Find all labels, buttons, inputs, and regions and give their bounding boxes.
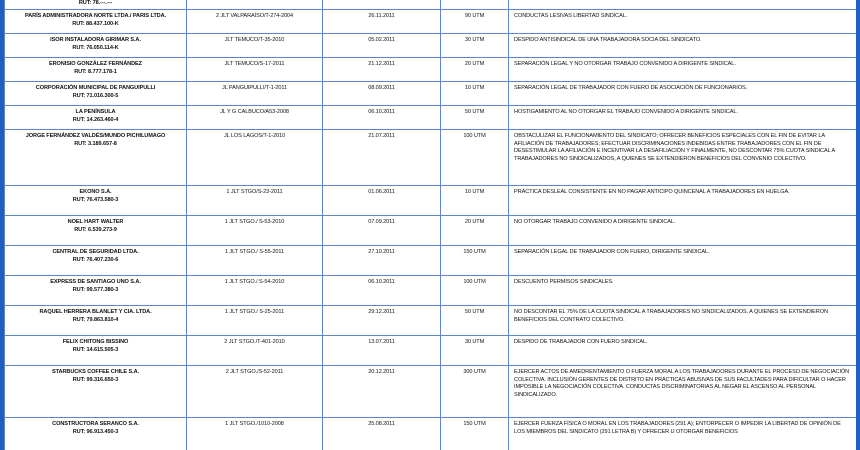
- employer-cell: [5, 336, 187, 366]
- case-number-cell: 2 JLT VALPARAÍSO/T-274-2004: [187, 10, 323, 34]
- fine-amount-cell: 150 UTM: [441, 246, 509, 276]
- infraction-cause-cell: OBSTACULIZAR EL FUNCIONAMIENTO DEL SINDICATO; OFRECER BENEFICIOS ESPECIALES CON EL FIN DE EVITAR LA AFILIACIÓN DE TRABAJADORES; EFECTUAR DISCRIMINACIONES INDEBIDAS ENTRE TRABAJADORES CON EL FIN DE DESESTIMULAR LA AFILIACIÓN E INCENTIVAR LA DESAFILIACIÓN Y FINALMENTE, NO DESCONTAR 75% CUOTA SINDICAL A TRABAJADORES NO SINDICALIZADOS, A QUIENES SE EXTENDIERON BENEFICIOS DEL CONVENIO COLECTIVO.: [509, 130, 857, 186]
- ruling-date-cell: 13.07.2011: [323, 336, 441, 366]
- fine-amount-cell: 30 UTM: [441, 34, 509, 58]
- infraction-cause-cell: [509, 0, 857, 10]
- employer-rut: RUT: 76.473.580-3: [72, 196, 119, 203]
- employer-cell: [5, 106, 187, 130]
- ruling-date-cell: [323, 0, 441, 10]
- infraction-cause-cell: SEPARACIÓN LEGAL DE TRABAJADOR CON FUERO, DIRIGENTE SINDICAL.: [509, 246, 857, 276]
- employer-rut: RUT: 78.---.---: [78, 0, 113, 6]
- employer-cell: [5, 10, 187, 34]
- fine-amount-cell: 100 UTM: [441, 276, 509, 306]
- employer-name: CORPORACIÓN MUNICIPAL DE PANGUIPULLI: [35, 85, 156, 92]
- ruling-date-cell: 06.10.2011: [323, 276, 441, 306]
- infraction-cause-cell: CONDUCTAS LESIVAS LIBERTAD SINDICAL.: [509, 10, 857, 34]
- employer-name: JORGE FERNÁNDEZ VALDÉS/MUNDO PICHILUMAGO: [25, 133, 166, 140]
- infraction-cause-cell: DESPIDO DE TRABAJADOR CON FUERO SINDICAL.: [509, 336, 857, 366]
- document-page: [3, 0, 857, 450]
- table-row: [5, 336, 857, 366]
- table-row: [5, 34, 857, 58]
- employer-rut: RUT: 79.863.810-4: [72, 316, 119, 323]
- infraction-cause-cell: SEPARACIÓN LEGAL Y NO OTORGAR TRABAJO CONVENIDO A DIRIGENTE SINDICAL.: [509, 58, 857, 82]
- table-row: [5, 246, 857, 276]
- ruling-date-cell: 20.12.2011: [323, 366, 441, 418]
- ruling-date-cell: 05.02.2011: [323, 34, 441, 58]
- employer-cell: [5, 130, 187, 186]
- ruling-date-cell: 26.11.2011: [323, 10, 441, 34]
- ruling-date-cell: 01.06.2011: [323, 186, 441, 216]
- employer-name: ISOR INSTALADORA GIRIMAR S.A.: [50, 37, 141, 44]
- ruling-date-cell: 21.12.2011: [323, 58, 441, 82]
- employer-name: NOEL HART WALTER: [67, 219, 124, 226]
- employer-name: EXPRESS DE SANTIAGO UNO S.A.: [50, 279, 141, 286]
- employer-rut: RUT: 96.913.450-3: [72, 428, 119, 435]
- employer-rut: RUT: 99.577.380-3: [72, 286, 119, 293]
- ruling-date-cell: 07.09.2011: [323, 216, 441, 246]
- table-row: [5, 418, 857, 450]
- table-row: [5, 276, 857, 306]
- employer-cell: [5, 366, 187, 418]
- employer-name: CONSTRUCTORA SERANCO S.A.: [52, 421, 139, 428]
- infraction-cause-cell: NO OTORGAR TRABAJO CONVENIDO A DIRIGENTE SINDICAL.: [509, 216, 857, 246]
- infraction-cause-cell: NO DESCONTAR EL 75% DE LA CUOTA SINDICAL A TRABAJADORES NO SINDICALIZADOS, A QUIENES SE EXTENDIERON BENEFICIOS DEL CONTRATO COLECTIVO.: [509, 306, 857, 336]
- fine-amount-cell: 10 UTM: [441, 186, 509, 216]
- sanctions-table: [4, 0, 857, 450]
- fine-amount-cell: 100 UTM: [441, 130, 509, 186]
- case-number-cell: 1 JLT STGO./1010-2008: [187, 418, 323, 450]
- ruling-date-cell: 06.10.2011: [323, 106, 441, 130]
- employer-cell: [5, 246, 187, 276]
- fine-amount-cell: 20 UTM: [441, 216, 509, 246]
- employer-cell: [5, 0, 187, 10]
- fine-amount-cell: [441, 0, 509, 10]
- sanctions-table-body: [5, 0, 857, 450]
- employer-cell: [5, 34, 187, 58]
- employer-rut: RUT: 76.050.114-K: [72, 44, 119, 51]
- case-number-cell: JL PANGUIPULLI/T-1-2011: [187, 82, 323, 106]
- case-number-cell: JL LOS LAGOS/T-1-2010: [187, 130, 323, 186]
- infraction-cause-cell: DESPIDO ANTISINDICAL DE UNA TRABAJADORA SOCIA DEL SINDICATO.: [509, 34, 857, 58]
- table-row: [5, 216, 857, 246]
- infraction-cause-cell: EJERCER ACTOS DE AMEDRENTAMIENTO O FUERZA MORAL A LOS TRABAJADORES DURANTE EL PROCESO DE NEGOCIACIÓN COLECTIVA. INCLUSIÓN GERENTES DE DISTRITO EN PRÁCTICAS ABUSIVAS DE SUS FACULTADES PARA DIFICULTAR O HACER IMPOSIBLE LA NEGOCIACIÓN COLECTIVA. CONDUCTAS DISCRIMINATORIAS AL NEGAR EL ASCENSO AL PERSONAL SINDICALIZADO.: [509, 366, 857, 418]
- employer-name: LA PENÍNSULA: [75, 109, 116, 116]
- employer-cell: [5, 306, 187, 336]
- employer-rut: RUT: 71.016.300-5: [72, 92, 119, 99]
- employer-rut: RUT: 99.316.650-3: [72, 376, 119, 383]
- case-number-cell: 2 JLT STGO./T-401-2010: [187, 336, 323, 366]
- employer-cell: [5, 186, 187, 216]
- employer-name: CENTRAL DE SEGURIDAD LTDA.: [52, 249, 139, 256]
- case-number-cell: 1 JLT STGO./ S-25-2011: [187, 306, 323, 336]
- table-row: [5, 130, 857, 186]
- infraction-cause-cell: EJERCER FUERZA FÍSICA O MORAL EN LOS TRABAJADORES (291 A); ENTORPECER O IMPEDIR LA LIBERTAD DE OPINIÓN DE LOS MIEMBROS DEL SINDICATO (291 LETRA B) Y OFRECER U OTORGAR BENEFICIOS: [509, 418, 857, 450]
- table-row: [5, 10, 857, 34]
- fine-amount-cell: 50 UTM: [441, 106, 509, 130]
- employer-rut: RUT: 3.189.657-8: [74, 140, 117, 147]
- fine-amount-cell: 10 UTM: [441, 82, 509, 106]
- ruling-date-cell: 21.07.2011: [323, 130, 441, 186]
- employer-name: STARBUCKS COFFEE CHILE S.A.: [51, 369, 139, 376]
- employer-rut: RUT: 14.263.460-4: [72, 116, 119, 123]
- ruling-date-cell: 27.10.2011: [323, 246, 441, 276]
- table-row: [5, 306, 857, 336]
- infraction-cause-cell: PRÁCTICA DESLEAL CONSISTENTE EN NO PAGAR ANTICIPO QUINCENAL A TRABAJADORES EN HUELGA.: [509, 186, 857, 216]
- employer-cell: [5, 58, 187, 82]
- employer-name: FELIX CHITONG BISSINO: [62, 339, 129, 346]
- ruling-date-cell: 29.12.2011: [323, 306, 441, 336]
- case-number-cell: [187, 0, 323, 10]
- case-number-cell: JLT TEMUCO/S-17-2011: [187, 58, 323, 82]
- table-row: [5, 0, 857, 10]
- employer-cell: [5, 276, 187, 306]
- fine-amount-cell: 300 UTM: [441, 366, 509, 418]
- employer-rut: RUT: 76.407.230-6: [72, 256, 119, 263]
- table-row: [5, 58, 857, 82]
- table-row: [5, 366, 857, 418]
- employer-cell: [5, 418, 187, 450]
- fine-amount-cell: 150 UTM: [441, 418, 509, 450]
- table-row: [5, 82, 857, 106]
- employer-name: ERONISIO GONZÁLEZ FERNÁNDEZ: [48, 61, 143, 68]
- table-row: [5, 186, 857, 216]
- employer-cell: [5, 82, 187, 106]
- ruling-date-cell: 08.09.2011: [323, 82, 441, 106]
- employer-rut: RUT: 6.539.273-9: [74, 226, 117, 233]
- case-number-cell: 1 JLT STGO./ S-54-2010: [187, 276, 323, 306]
- employer-cell: [5, 216, 187, 246]
- infraction-cause-cell: HOSTIGAMIENTO AL NO OTORGAR EL TRABAJO CONVENIDO A DIRIGENTE SINDICAL.: [509, 106, 857, 130]
- case-number-cell: 1 JLT STGO./ S-55-2011: [187, 246, 323, 276]
- employer-rut: RUT: 14.615.505-3: [72, 346, 119, 353]
- case-number-cell: 2 JLT STGO./S-52-2011: [187, 366, 323, 418]
- employer-rut: RUT: 88.437.100-K: [72, 20, 119, 27]
- case-number-cell: 1 JLT STGO/S-23-2011: [187, 186, 323, 216]
- infraction-cause-cell: SEPARACIÓN LEGAL DE TRABAJADOR CON FUERO DE ASOCIACIÓN DE FUNCIONARIOS.: [509, 82, 857, 106]
- employer-name: PARÍS ADMINISTRADORA NORTE LTDA./ PARIS LTDA.: [24, 13, 167, 20]
- fine-amount-cell: 90 UTM: [441, 10, 509, 34]
- fine-amount-cell: 20 UTM: [441, 58, 509, 82]
- fine-amount-cell: 50 UTM: [441, 306, 509, 336]
- infraction-cause-cell: DESCUENTO PERMISOS SINDICALES.: [509, 276, 857, 306]
- table-row: [5, 106, 857, 130]
- ruling-date-cell: 25.08.2011: [323, 418, 441, 450]
- case-number-cell: JLT TEMUCO/T-35-2010: [187, 34, 323, 58]
- case-number-cell: JL Y G CALBUCO/A53-2008: [187, 106, 323, 130]
- fine-amount-cell: 30 UTM: [441, 336, 509, 366]
- case-number-cell: 1 JLT STGO./ S-53-2010: [187, 216, 323, 246]
- employer-name: EKONO S.A.: [79, 189, 112, 196]
- employer-rut: RUT: 8.777.178-1: [74, 68, 117, 75]
- employer-name: RAQUEL HERRERA BLANLET Y CIA. LTDA.: [39, 309, 152, 316]
